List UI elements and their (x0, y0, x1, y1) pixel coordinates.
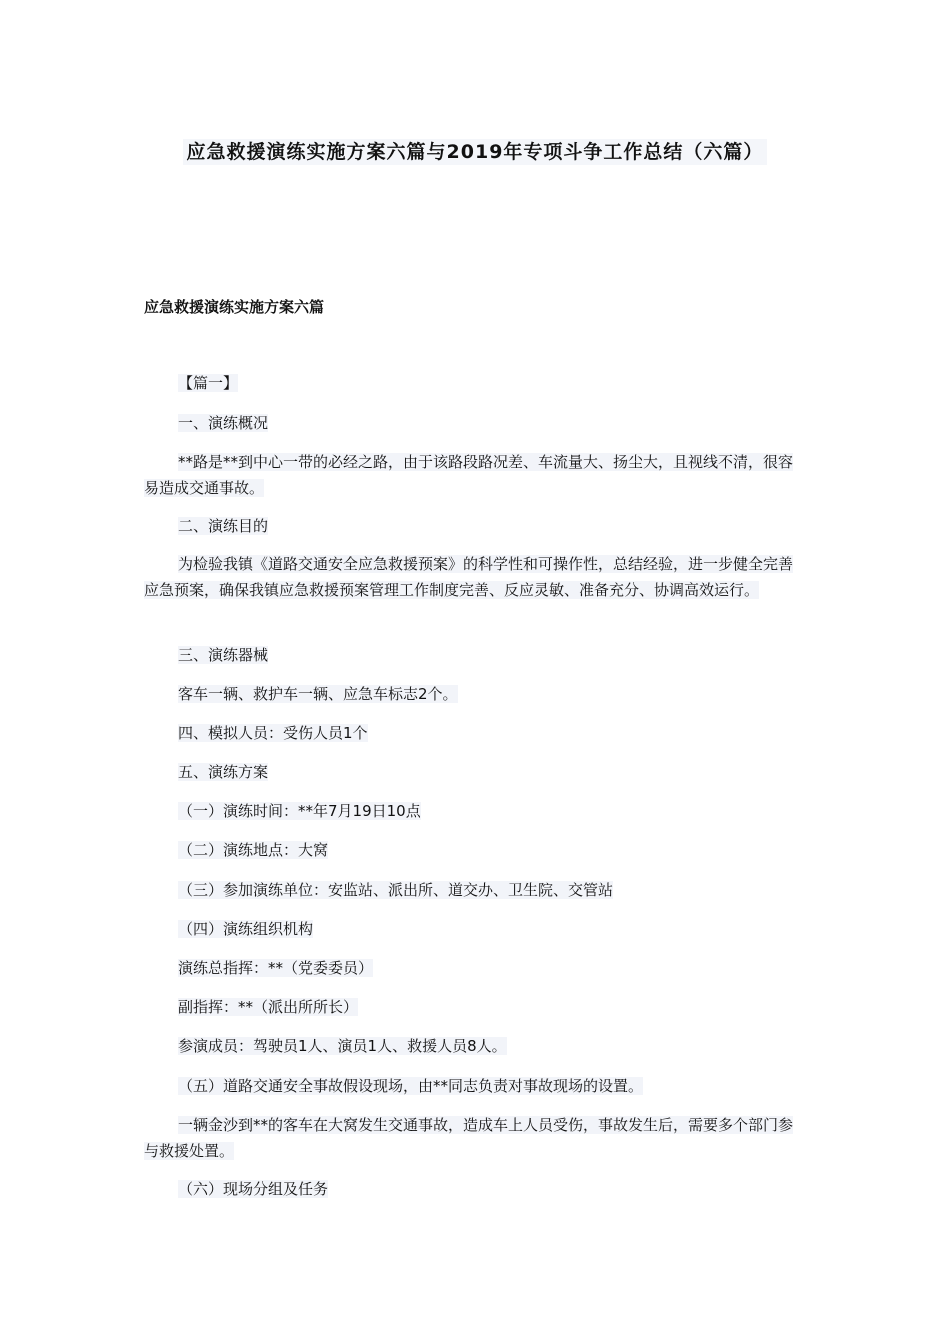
paragraph: 【篇一】 (178, 374, 239, 392)
paragraph: 为检验我镇《道路交通安全应急救援预案》的科学性和可操作性，总结经验，进一步健全完善应急预案，确保我镇应急救援预案管理工作制度完善、反应灵敏、准备充分、协调高效运行。 (144, 555, 794, 599)
paragraph: 副指挥：**（派出所所长） (178, 998, 359, 1016)
section-title: 应急救援演练实施方案六篇 (144, 298, 325, 316)
paragraph: 四、模拟人员：受伤人员1个 (178, 724, 368, 742)
paragraph: （三）参加演练单位：安监站、派出所、道交办、卫生院、交管站 (178, 881, 614, 899)
heading-plan: 五、演练方案 (178, 763, 269, 781)
heading-purpose: 二、演练目的 (178, 517, 269, 535)
paragraph: （五）道路交通安全事故假设现场，由**同志负责对事故现场的设置。 (178, 1077, 644, 1095)
paragraph: 演练总指挥：**（党委委员） (178, 959, 374, 977)
paragraph: 客车一辆、救护车一辆、应急车标志2个。 (178, 685, 458, 703)
document-title: 应急救援演练实施方案六篇与2019年专项斗争工作总结（六篇） (0, 137, 950, 164)
heading-overview: 一、演练概况 (178, 414, 269, 432)
heading-equipment: 三、演练器械 (178, 646, 269, 664)
paragraph: 一辆金沙到**的客车在大窝发生交通事故，造成车上人员受伤，事故发生后，需要多个部门参与救援处置。 (144, 1116, 794, 1160)
paragraph: （一）演练时间：**年7月19日10点 (178, 802, 421, 820)
paragraph: （六）现场分组及任务 (178, 1180, 329, 1198)
paragraph: （二）演练地点：大窝 (178, 841, 329, 859)
paragraph: **路是**到中心一带的必经之路，由于该路段路况差、车流量大、扬尘大，且视线不清，很容易造成交通事故。 (144, 453, 794, 497)
paragraph: （四）演练组织机构 (178, 920, 314, 938)
paragraph: 参演成员：驾驶员1人、演员1人、救援人员8人。 (178, 1037, 507, 1055)
